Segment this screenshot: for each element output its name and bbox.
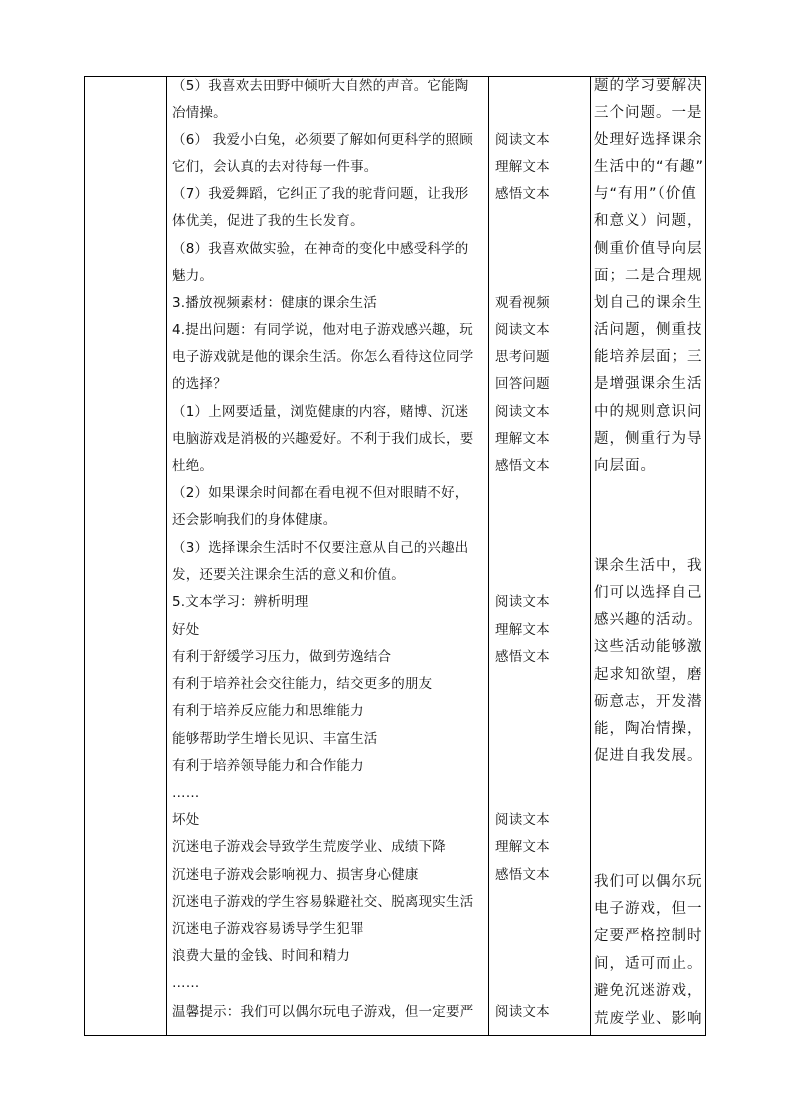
col4-line: 能培养层面；三 xyxy=(594,349,703,365)
col2-line: 沉迷电子游戏的学生容易躲避社交、脱离现实生活 xyxy=(172,894,474,910)
col3-line: 理解文本 xyxy=(495,839,550,855)
col2-line: （7）我爱舞蹈，它纠正了我的驼背问题，让我形 xyxy=(172,186,469,202)
col4-line: 面；二是合理规 xyxy=(594,268,703,284)
col2-line: 有利于培养领导能力和合作能力 xyxy=(172,758,364,774)
table-bottom-border xyxy=(84,1035,706,1036)
col3-line: 理解文本 xyxy=(495,431,550,447)
col2-line: 有利于培养反应能力和思维能力 xyxy=(172,703,364,719)
col4-line: 避免沉迷游戏， xyxy=(594,983,703,999)
col2-line: 能够帮助学生增长见识、丰富生活 xyxy=(172,731,378,747)
col3-line: 阅读文本 xyxy=(495,322,550,338)
col3-line: 阅读文本 xyxy=(495,1004,550,1020)
col2-line: 5.文本学习：辨析明理 xyxy=(172,594,309,610)
col3-line: 理解文本 xyxy=(495,159,550,175)
col2-line: 坏处 xyxy=(172,812,200,828)
col3-line: 感悟文本 xyxy=(495,649,550,665)
col3-line: 观看视频 xyxy=(495,295,550,311)
col4-line: 电子游戏，但一 xyxy=(594,901,703,917)
col3-line: 感悟文本 xyxy=(495,458,550,474)
col2-line: （3）选择课余生活时不仅要注意从自己的兴趣出 xyxy=(172,540,469,556)
col4-line: 课余生活中，我 xyxy=(594,558,703,574)
col2-line: 沉迷电子游戏容易诱导学生犯罪 xyxy=(172,921,364,937)
col4-line: 题的学习要解决 xyxy=(594,78,703,94)
col2-line: …… xyxy=(172,785,200,801)
col2-line: 电子游戏就是他的课余生活。你怎么看待这位同学 xyxy=(172,349,474,365)
col3-line: 感悟文本 xyxy=(495,186,550,202)
col4-line: 感兴趣的活动。 xyxy=(594,612,703,628)
col3-line: 回答问题 xyxy=(495,376,550,392)
col4-line: 促进自我发展。 xyxy=(594,748,703,764)
col2-line: 发，还要关注课余生活的意义和价值。 xyxy=(172,567,405,583)
col4-line: 们可以选择自己 xyxy=(594,585,703,601)
col3-line: 感悟文本 xyxy=(495,867,550,883)
col2-line: 的选择？ xyxy=(172,376,227,392)
col3-line: 阅读文本 xyxy=(495,594,550,610)
col2-line: 电脑游戏是消极的兴趣爱好。不利于我们成长，要 xyxy=(172,431,474,447)
col2-line: （5）我喜欢去田野中倾听大自然的声音。它能陶 xyxy=(172,78,469,94)
col2-line: （8）我喜欢做实验，在神奇的变化中感受科学的 xyxy=(172,241,469,257)
col4-line: 侧重价值导向层 xyxy=(594,241,703,257)
col2-line: （6） 我爱小白兔，必须要了解如何更科学的照顾 xyxy=(172,132,473,148)
col2-line: 魅力。 xyxy=(172,268,214,284)
col4-line: 三个问题。一是 xyxy=(594,105,703,121)
col2-line: （2）如果课余时间都在看电视不但对眼睛不好， xyxy=(172,485,469,501)
col4-line: 砺意志，开发潜 xyxy=(594,694,703,710)
col4-line: 间，适可而止。 xyxy=(594,956,703,972)
col4-line: 中的规则意识问 xyxy=(594,404,703,420)
col2-line: 有利于舒缓学习压力，做到劳逸结合 xyxy=(172,649,392,665)
col3-line: 思考问题 xyxy=(495,349,550,365)
col4-line: 能，陶冶情操， xyxy=(594,721,703,737)
col2-line: （1）上网要适量，浏览健康的内容，赌博、沉迷 xyxy=(172,404,469,420)
col2-line: 沉迷电子游戏会影响视力、损害身心健康 xyxy=(172,867,419,883)
col4-line: 向层面。 xyxy=(594,458,656,474)
col4-line: 划自己的课余生 xyxy=(594,295,703,311)
col2-line: 它们，会认真的去对待每一件事。 xyxy=(172,159,378,175)
col4-line: 是增强课余生活 xyxy=(594,376,703,392)
col4-line: 荒废学业、影响 xyxy=(594,1011,703,1027)
col3-line: 阅读文本 xyxy=(495,404,550,420)
col4-line: 活问题，侧重技 xyxy=(594,322,703,338)
column-divider-3 xyxy=(590,76,591,1036)
col2-line: 冶情操。 xyxy=(172,105,227,121)
col2-line: 4.提出问题：有同学说，他对电子游戏感兴趣，玩 xyxy=(172,322,473,338)
col3-line: 理解文本 xyxy=(495,622,550,638)
col4-line: 题，侧重行为导 xyxy=(594,431,703,447)
column-divider-1 xyxy=(166,76,167,1036)
col2-line: 还会影响我们的身体健康。 xyxy=(172,512,337,528)
col2-line: 沉迷电子游戏会导致学生荒废学业、成绩下降 xyxy=(172,839,446,855)
col4-line: 定要严格控制时 xyxy=(594,928,703,944)
col4-line: 我们可以偶尔玩 xyxy=(594,874,703,890)
col2-line: 温馨提示：我们可以偶尔玩电子游戏，但一定要严 xyxy=(172,1004,474,1020)
col2-line: 好处 xyxy=(172,622,200,638)
col4-line: 起求知欲望，磨 xyxy=(594,667,703,683)
column-divider-2 xyxy=(488,76,489,1036)
col2-line: 3.播放视频素材：健康的课余生活 xyxy=(172,295,378,311)
table-right-border xyxy=(705,76,706,1036)
col4-line: 这些活动能够激 xyxy=(594,639,703,655)
col4-line: 处理好选择课余 xyxy=(594,132,703,148)
col2-line: 有利于培养社会交往能力，结交更多的朋友 xyxy=(172,676,433,692)
col2-line: 体优美，促进了我的生长发育。 xyxy=(172,213,364,229)
col3-line: 阅读文本 xyxy=(495,132,550,148)
col2-line: …… xyxy=(172,975,200,991)
col4-line: 与“有用”（价值 xyxy=(594,186,697,202)
col2-line: 浪费大量的金钱、时间和精力 xyxy=(172,948,351,964)
col4-line: 生活中的“有趣” xyxy=(594,159,705,175)
col3-line: 阅读文本 xyxy=(495,812,550,828)
col4-line: 和意义）问题， xyxy=(594,213,703,229)
col2-line: 杜绝。 xyxy=(172,458,214,474)
